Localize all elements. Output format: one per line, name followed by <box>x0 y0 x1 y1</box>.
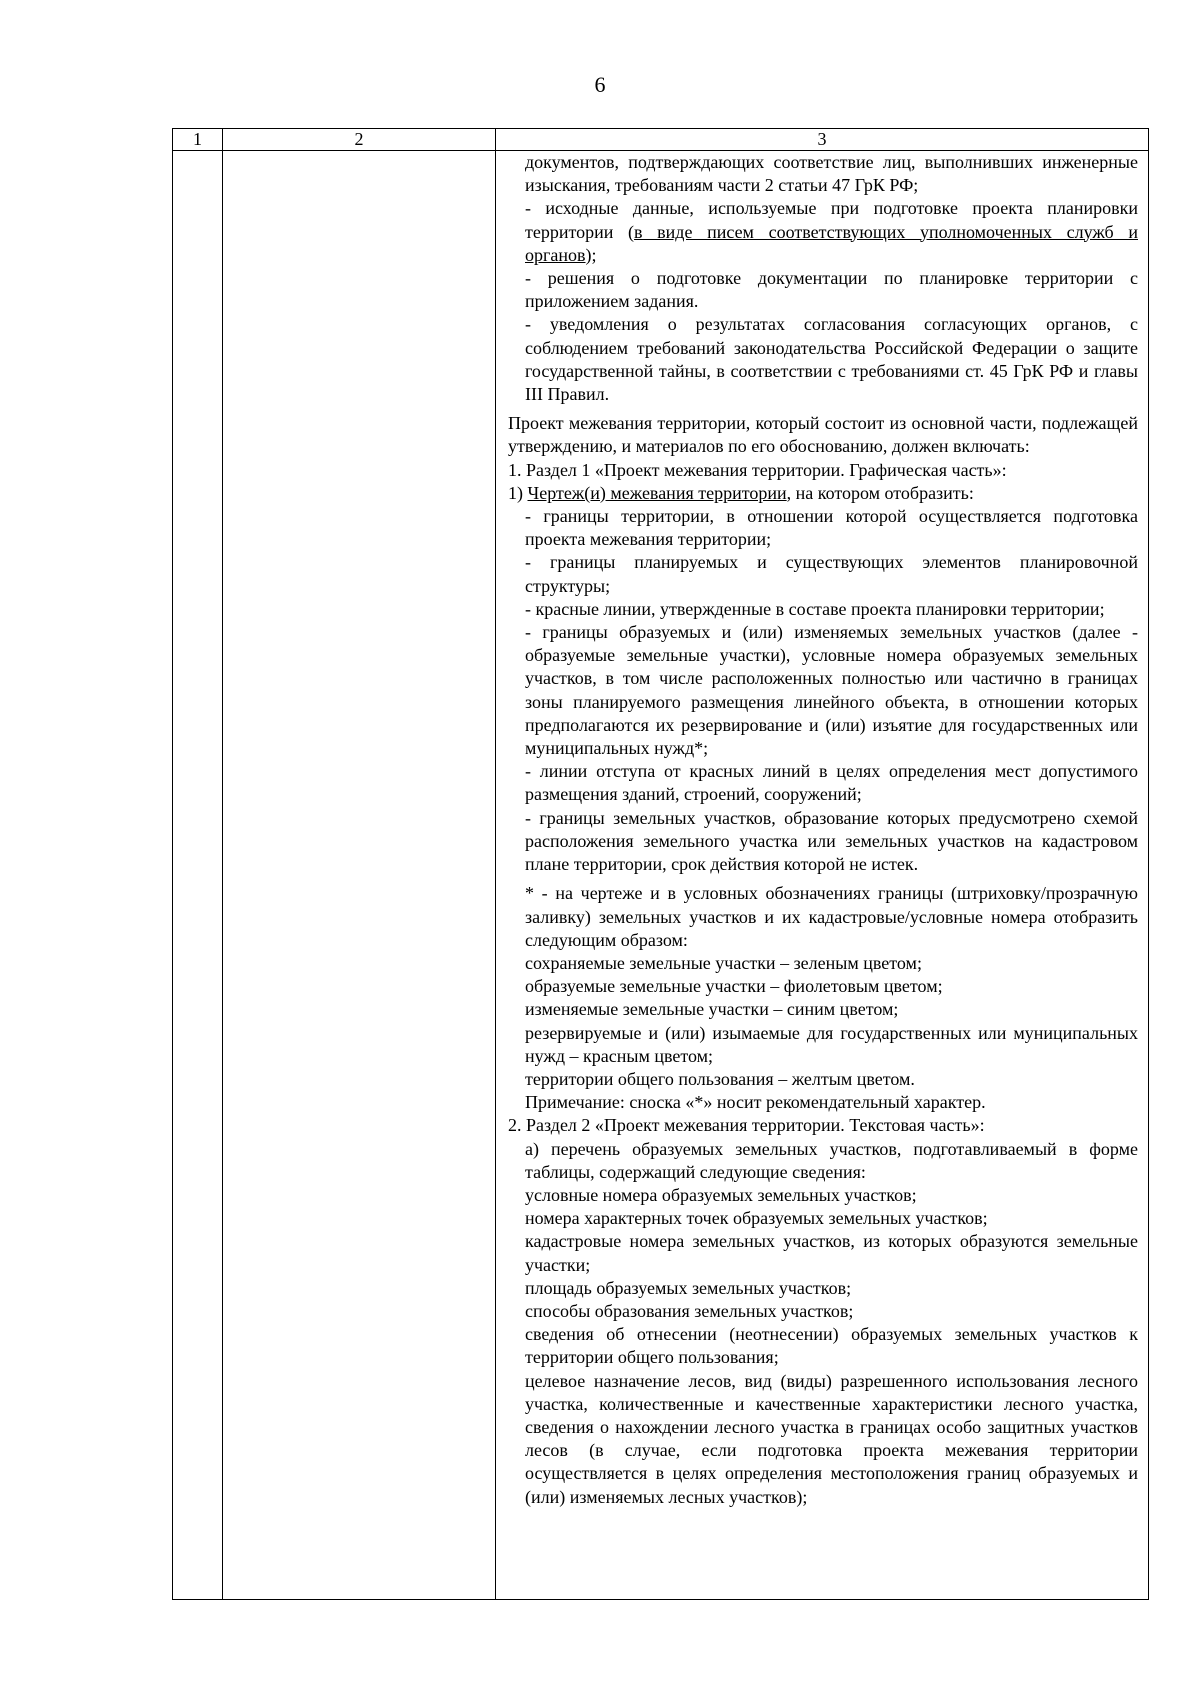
list-item: - границы образуемых и (или) изменяемых земельных участков (далее - образуемые земельные участки), условные номера образуемых земельных участков, в том числе расположенных полностью или частично в границах зоны планируемого размещения линейного объекта, в отношении которых предполагаются их резервирование и (или) изъятие для государственных или муниципальных нужд*; <box>525 622 1138 759</box>
list-item: - красные линии, утвержденные в составе проекта планировки территории; <box>525 598 1105 619</box>
list-item: изменяемые земельные участки – синим цветом; <box>525 999 899 1020</box>
list-item: условные номера образуемых земельных участков; <box>525 1184 917 1205</box>
body-cell-1 <box>173 151 223 1600</box>
list-item: а) перечень образуемых земельных участков, подготавливаемый в форме таблицы, содержащий следующие сведения: <box>525 1138 1138 1182</box>
table-body-row <box>173 151 1149 1600</box>
underlined-text: в виде писем соответствующих уполномоченных служб и органов <box>525 221 1138 265</box>
list-item: номера характерных точек образуемых земельных участков; <box>525 1208 988 1229</box>
list-item: образуемые земельные участки – фиолетовым цветом; <box>525 976 943 997</box>
paragraph: Проект межевания территории, который состоит из основной части, подлежащей утверждению, и материалов по его обоснованию, должен включать: <box>508 413 1138 457</box>
body-cell-2 <box>223 151 496 1600</box>
list-item: сведения об отнесении (неотнесении) образуемых земельных участков к территории общего пользования; <box>525 1324 1138 1368</box>
text-run: ); <box>585 244 597 265</box>
note: Примечание: сноска «*» носит рекомендательный характер. <box>525 1092 986 1113</box>
text-run: - исходные данные, используемые при подготовке проекта планировки территории ( <box>525 198 1138 242</box>
header-cell-1: 1 <box>173 129 223 151</box>
body-cell-3 <box>496 151 1149 1600</box>
text-run: , на котором отобразить: <box>786 482 974 503</box>
requirements-table <box>172 128 1149 1600</box>
list-item: - границы территории, в отношении которой осуществляется подготовка проекта межевания территории; <box>525 506 1138 550</box>
paragraph: - решения о подготовке документации по планировке территории с приложением задания. <box>525 268 1138 312</box>
cell-3-content <box>508 151 1138 1599</box>
list-item: - линии отступа от красных линий в целях определения мест допустимого размещения зданий, строений, сооружений; <box>525 761 1138 805</box>
list-item: способы образования земельных участков; <box>525 1300 854 1321</box>
underlined-text: Чертеж(и) межевания территории <box>527 482 787 503</box>
list-item: кадастровые номера земельных участков, из которых образуются земельные участки; <box>525 1231 1138 1275</box>
list-item: целевое назначение лесов, вид (виды) разрешенного использования лесного участка, количественные и качественные характеристики лесного участка, сведения о нахождении лесного участка в границах особо защитных участков лесов (в случае, если подготовка проекта межевания территории осуществляется в целях определения местоположения границ образуемых и (или) изменяемых лесных участков); <box>525 1370 1138 1507</box>
list-item: сохраняемые земельные участки – зеленым цветом; <box>525 952 922 973</box>
section-heading: 1. Раздел 1 «Проект межевания территории. Графическая часть»: <box>508 459 1007 480</box>
section-heading: 2. Раздел 2 «Проект межевания территории. Текстовая часть»: <box>508 1115 985 1136</box>
header-cell-3: 3 <box>496 129 1149 151</box>
page-number: 6 <box>594 72 606 97</box>
text-run: 1) <box>508 482 528 503</box>
table-header-row <box>173 129 1149 151</box>
footnote: * - на чертеже и в условных обозначениях границы (штриховку/прозрачную заливку) земельных участков и их кадастровые/условные номера отобразить следующим образом: <box>525 883 1138 950</box>
list-item: территории общего пользования – желтым цветом. <box>525 1068 915 1089</box>
header-cell-2: 2 <box>223 129 496 151</box>
list-item: резервируемые и (или) изымаемые для государственных или муниципальных нужд – красным цветом; <box>525 1022 1138 1066</box>
list-item: площадь образуемых земельных участков; <box>525 1277 852 1298</box>
list-item: - границы земельных участков, образование которых предусмотрено схемой расположения земельного участка или земельных участков на кадастровом плане территории, срок действия которой не истек. <box>525 807 1138 875</box>
list-item: - границы планируемых и существующих элементов планировочной структуры; <box>525 552 1138 596</box>
paragraph-initial-data <box>508 197 1138 267</box>
paragraph: - уведомления о результатах согласования согласующих органов, с соблюдением требований законодательства Российской Федерации о защите государственной тайны, в соответствии с требованиями ст. 45 ГрК РФ и главы III Правил. <box>525 314 1138 405</box>
paragraph: документов, подтверждающих соответствие лиц, выполнивших инженерные изыскания, требованиям части 2 статьи 47 ГрК РФ; <box>525 152 1138 196</box>
paragraph-drawings <box>508 482 1138 505</box>
